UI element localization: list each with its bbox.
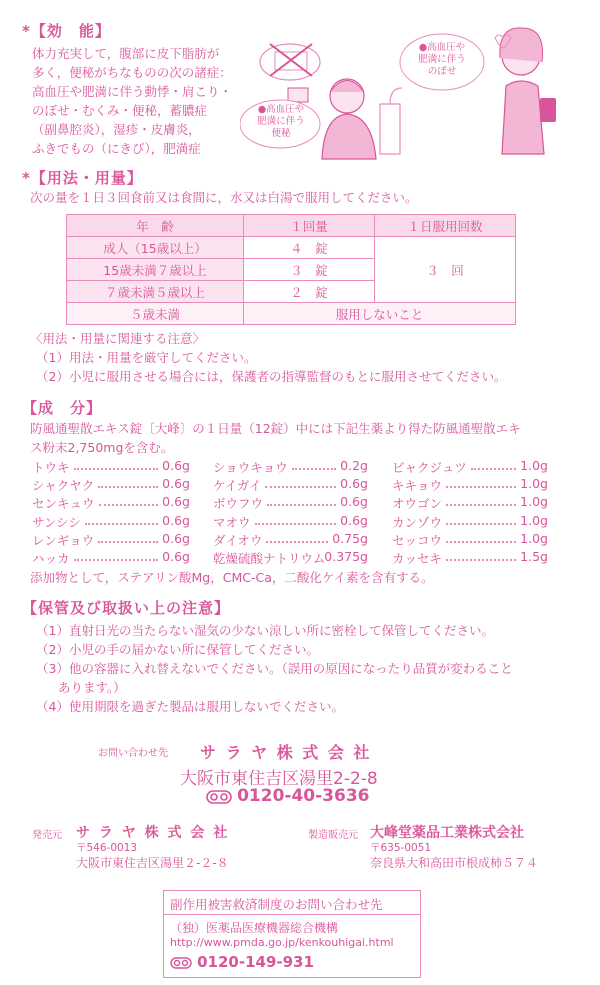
ingredient-qty: 0.6g xyxy=(162,530,190,546)
relief-org: （独）医薬品医療機器総合機構 xyxy=(170,921,339,935)
header-age: 年 齢 xyxy=(67,215,244,237)
illustration-caption-right: ●高血圧や 肥満に伴う のぼせ xyxy=(418,42,466,77)
ingredient-row xyxy=(392,531,548,549)
freedial-icon xyxy=(206,789,232,805)
dotted-leader xyxy=(266,532,328,543)
effects-line: 多く，便秘がちなものの次の諸症： xyxy=(32,65,232,80)
contact-label: お問い合わせ先 xyxy=(98,748,168,759)
table-header-row xyxy=(67,215,516,237)
dotted-leader xyxy=(255,514,336,525)
ingredients-intro: ス粉末2,750mgを含む。 xyxy=(30,440,174,455)
ingredients-intro: 防風通聖散エキス錠〔大峰〕の１日量（12錠）中には下記生薬より得た防風通聖散エキ xyxy=(30,421,521,436)
ingredient-name: ケイガイ xyxy=(213,478,262,494)
ingredient-qty: 0.6g xyxy=(162,549,190,564)
maker-label: 製造販売元 xyxy=(308,830,358,841)
maker-postal: 〒635-0051 xyxy=(370,842,432,854)
storage-heading: 【保管及び取扱い上の注意】 xyxy=(22,599,231,617)
ingredient-name: センキュウ xyxy=(32,496,95,512)
effects-line: 体力充実して，腹部に皮下脂肪が xyxy=(32,46,220,61)
ingredient-row xyxy=(32,494,190,512)
effects-line: 高血圧や肥満に伴う動悸・肩こり・ xyxy=(32,84,233,99)
storage-item: （3）他の容器に入れ替えないでください。（誤用の原因になったり品質が変わること xyxy=(36,661,513,676)
ingredients-additives: 添加物として，ステアリン酸Mg，CMC-Ca，二酸化ケイ素を含有する。 xyxy=(30,570,434,585)
age-cell: 15歳未満７歳以上 xyxy=(67,259,244,281)
contact-phone: 0120-40-3636 xyxy=(237,786,370,806)
dotted-leader xyxy=(99,495,158,506)
dosage-note: （2）小児に服用させる場合には，保護者の指導監督のもとに服用させてください。 xyxy=(36,369,507,384)
dotted-leader xyxy=(98,477,158,488)
freedial-icon xyxy=(170,956,192,970)
relief-url[interactable]: http://www.pmda.go.jp/kenkouhigai.html xyxy=(170,936,394,949)
ingredient-qty: 0.75g xyxy=(332,530,368,546)
ingredient-name: ボウフウ xyxy=(213,496,264,512)
ingredient-row xyxy=(213,513,368,531)
header-times: １日服用回数 xyxy=(375,215,516,237)
ingredient-row xyxy=(32,458,190,476)
seller-address: 大阪市東住吉区湯里２-２-８ xyxy=(76,856,229,870)
seller-company: サ ラ ヤ 株 式 会 社 xyxy=(76,825,230,841)
amount-cell: ２ 錠 xyxy=(244,281,375,303)
dotted-leader xyxy=(446,550,516,561)
ingredient-qty: 0.6g xyxy=(340,512,368,528)
ingredient-qty: 0.6g xyxy=(340,494,368,510)
dotted-leader xyxy=(446,495,516,506)
illustration-caption-left: ●高血圧や 肥満に伴う 便秘 xyxy=(257,104,305,139)
effects-line: ふきでもの（にきび），肥満症 xyxy=(32,141,201,156)
ingredient-name: カンゾウ xyxy=(392,514,443,530)
table-row xyxy=(67,237,516,259)
ingredient-name: サンシシ xyxy=(32,514,81,530)
ingredient-qty: 1.0g xyxy=(520,494,548,510)
ingredient-qty: 0.2g xyxy=(340,458,368,473)
ingredient-name: マオウ xyxy=(213,514,251,530)
ingredient-row xyxy=(213,476,368,494)
symptom-illustration xyxy=(240,14,600,164)
ingredient-name: トウキ xyxy=(32,460,70,475)
ingredient-row xyxy=(392,549,548,567)
effects-line: のぼせ・むくみ・便秘，蓄膿症 xyxy=(32,103,208,118)
ingredient-qty: 0.6g xyxy=(340,476,368,492)
dosage-intro: 次の量を１日３回食前又は食間に，水又は白湯で服用してください。 xyxy=(30,190,418,205)
age-cell: 成人（15歳以上） xyxy=(67,237,244,259)
dotted-leader xyxy=(98,532,158,543)
ingredient-qty: 1.0g xyxy=(520,458,548,473)
ingredient-qty: 0.6g xyxy=(162,494,190,510)
ingredient-qty: 1.0g xyxy=(520,476,548,492)
dotted-leader xyxy=(292,459,336,470)
dotted-leader xyxy=(446,477,516,488)
dotted-leader xyxy=(446,514,516,525)
ingredient-name: シャクヤク xyxy=(32,478,95,494)
ingredient-name: ショウキョウ xyxy=(213,460,288,475)
ingredient-qty: 1.0g xyxy=(520,530,548,546)
dotted-leader xyxy=(265,477,336,488)
ingredient-name: ビャクジュツ xyxy=(392,460,467,475)
ingredient-name: レンギョウ xyxy=(32,532,95,548)
storage-item: （1）直射日光の当たらない湿気の少ない涼しい所に密栓して保管してください。 xyxy=(36,623,494,638)
table-row xyxy=(67,303,516,325)
ingredient-name: ハッカ xyxy=(32,551,70,566)
ingredient-row xyxy=(392,476,548,494)
dosage-heading: *【用法・用量】 xyxy=(22,169,143,187)
dotted-leader xyxy=(471,459,516,470)
ingredient-qty: 0.6g xyxy=(162,458,190,473)
ingredient-qty: 0.375g xyxy=(324,549,368,564)
storage-item: （2）小児の手の届かない所に保管してください。 xyxy=(36,642,319,657)
ingredient-name: オウゴン xyxy=(392,496,443,512)
ingredient-row xyxy=(392,513,548,531)
ingredient-row xyxy=(392,458,548,476)
maker-company: 大峰堂薬品工業株式会社 xyxy=(370,825,524,841)
ingredient-row xyxy=(32,476,190,494)
dosage-note: （1）用法・用量を厳守してください。 xyxy=(36,350,257,365)
dotted-leader xyxy=(446,532,516,543)
contact-address: 大阪市東住吉区湯里2-2-8 xyxy=(180,769,378,789)
ingredient-name: ダイオウ xyxy=(213,532,263,548)
ingredient-qty: 1.0g xyxy=(520,512,548,528)
effects-heading: *【効 能】 xyxy=(22,22,111,40)
header-amount: １回量 xyxy=(244,215,375,237)
storage-item: （4）使用期限を過ぎた製品は服用しないでください。 xyxy=(36,699,344,714)
dosage-table xyxy=(66,214,516,325)
relief-phone-row xyxy=(170,952,314,971)
ingredient-name: 乾燥硫酸ナトリウム xyxy=(213,551,326,566)
ingredient-row xyxy=(392,494,548,512)
ingredient-row xyxy=(32,513,190,531)
ingredient-name: キキョウ xyxy=(392,478,443,494)
age-cell: ５歳未満 xyxy=(67,303,244,325)
ingredient-name: セッコウ xyxy=(392,532,443,548)
amount-cell: ４ 錠 xyxy=(244,237,375,259)
relief-divider xyxy=(163,914,421,915)
dotted-leader xyxy=(74,459,158,470)
dotted-leader xyxy=(85,514,158,525)
dotted-leader xyxy=(267,495,336,506)
maker-address: 奈良県大和高田市根成柿５７４ xyxy=(370,856,539,870)
ingredients-heading: 【成 分】 xyxy=(22,399,103,417)
age-cell: ７歳未満５歳以上 xyxy=(67,281,244,303)
ingredient-qty: 0.6g xyxy=(162,512,190,528)
effects-line: （副鼻腔炎），湿疹・皮膚炎， xyxy=(32,122,201,137)
seller-postal: 〒546-0013 xyxy=(76,842,138,854)
seller-label: 発売元 xyxy=(32,830,62,841)
amount-cell: ３ 錠 xyxy=(244,259,375,281)
ingredient-row xyxy=(213,458,368,476)
contact-phone-row xyxy=(206,786,370,806)
dotted-leader xyxy=(74,550,158,561)
relief-phone: 0120-149-931 xyxy=(197,953,314,971)
times-cell: ３ 回 xyxy=(375,237,516,303)
ingredient-qty: 0.6g xyxy=(162,476,190,492)
ingredient-row xyxy=(32,549,190,567)
ingredient-row xyxy=(213,494,368,512)
dosage-notes-heading: 〈用法・用量に関連する注意〉 xyxy=(30,331,206,346)
ingredient-row xyxy=(32,531,190,549)
amount-cell: 服用しないこと xyxy=(244,303,516,325)
relief-title: 副作用被害救済制度のお問い合わせ先 xyxy=(170,897,383,912)
contact-company: サ ラ ヤ 株 式 会 社 xyxy=(200,743,372,762)
ingredient-name: カッセキ xyxy=(392,551,442,566)
ingredient-qty: 1.5g xyxy=(520,549,548,564)
storage-item: あります。） xyxy=(58,680,126,695)
ingredient-row xyxy=(213,531,368,549)
ingredient-row xyxy=(213,549,368,567)
